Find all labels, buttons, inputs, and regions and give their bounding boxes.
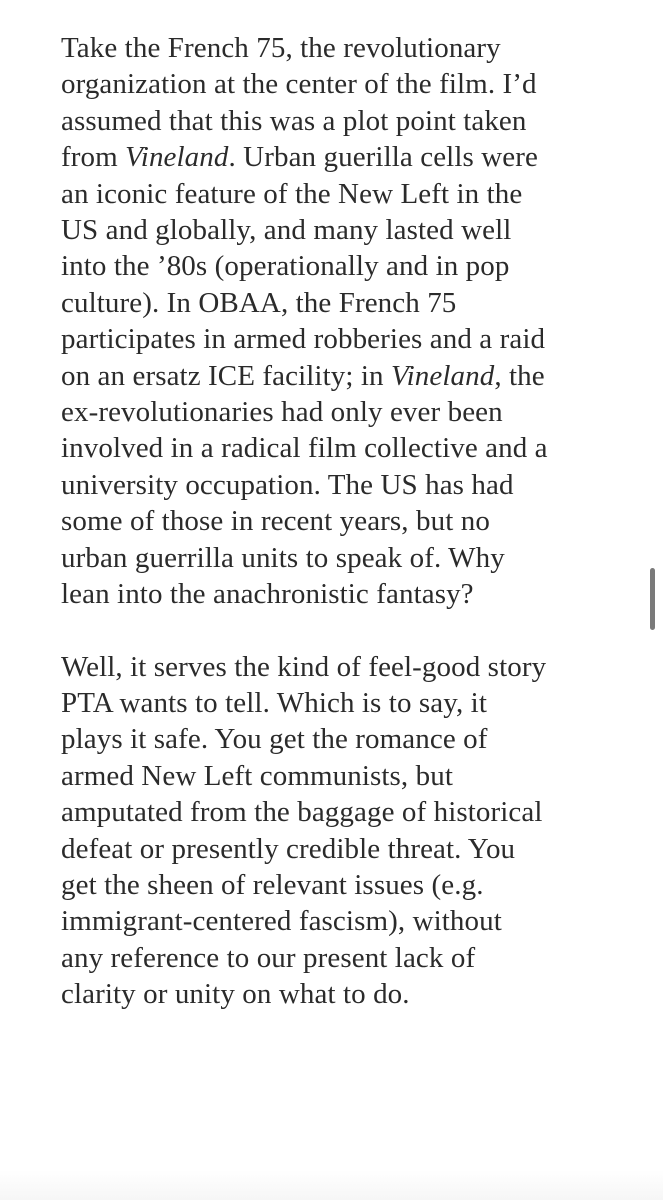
text-line: clarity or unity on what to do. bbox=[61, 978, 410, 1011]
text-line: get the sheen of relevant issues (e.g. bbox=[61, 868, 484, 901]
text-fragment: on an ersatz ICE facility; in bbox=[61, 359, 391, 392]
text-line: culture). In OBAA, the French 75 bbox=[61, 286, 457, 319]
text-line: armed New Left communists, but bbox=[61, 759, 453, 792]
text-fragment: , the bbox=[494, 359, 545, 392]
book-title-vineland: Vineland bbox=[125, 141, 229, 174]
text-line bbox=[61, 139, 616, 175]
text-line: organization at the center of the film. I’d bbox=[61, 68, 537, 101]
bottom-fade bbox=[0, 1170, 663, 1200]
text-line: Take the French 75, the revolutionary bbox=[61, 32, 501, 64]
text-line: amputated from the baggage of historical bbox=[61, 796, 543, 829]
text-line: involved in a radical film collective and a bbox=[61, 432, 548, 465]
paragraph-french-75 bbox=[61, 30, 616, 613]
text-line bbox=[61, 358, 616, 394]
paragraph-spacer bbox=[61, 613, 616, 649]
text-fragment: . Urban guerilla cells were bbox=[228, 141, 538, 174]
text-line: some of those in recent years, but no bbox=[61, 505, 490, 538]
paragraph-feel-good-story bbox=[61, 649, 616, 1013]
text-line: ex-revolutionaries had only ever been bbox=[61, 396, 503, 429]
article-body bbox=[61, 30, 616, 1013]
text-line: any reference to our present lack of bbox=[61, 941, 476, 974]
book-title-vineland: Vineland bbox=[390, 359, 495, 392]
text-line: into the ’80s (operationally and in pop bbox=[61, 250, 510, 283]
text-line: lean into the anachronistic fantasy? bbox=[61, 578, 474, 611]
text-line: urban guerrilla units to speak of. Why bbox=[61, 541, 505, 574]
text-line: PTA wants to tell. Which is to say, it bbox=[61, 686, 487, 719]
text-fragment: from bbox=[61, 141, 126, 174]
text-line: Well, it serves the kind of feel-good story bbox=[61, 650, 547, 683]
text-line: participates in armed robberies and a raid bbox=[61, 323, 546, 356]
scrollbar-thumb[interactable] bbox=[650, 568, 655, 630]
text-line: US and globally, and many lasted well bbox=[61, 214, 512, 247]
text-line: an iconic feature of the New Left in the bbox=[61, 177, 523, 210]
text-line: plays it safe. You get the romance of bbox=[61, 723, 488, 756]
text-line: immigrant-centered fascism), without bbox=[61, 905, 502, 938]
text-line: defeat or presently credible threat. You bbox=[61, 832, 516, 865]
text-line: university occupation. The US has had bbox=[61, 468, 514, 501]
text-line: assumed that this was a plot point taken bbox=[61, 104, 527, 137]
